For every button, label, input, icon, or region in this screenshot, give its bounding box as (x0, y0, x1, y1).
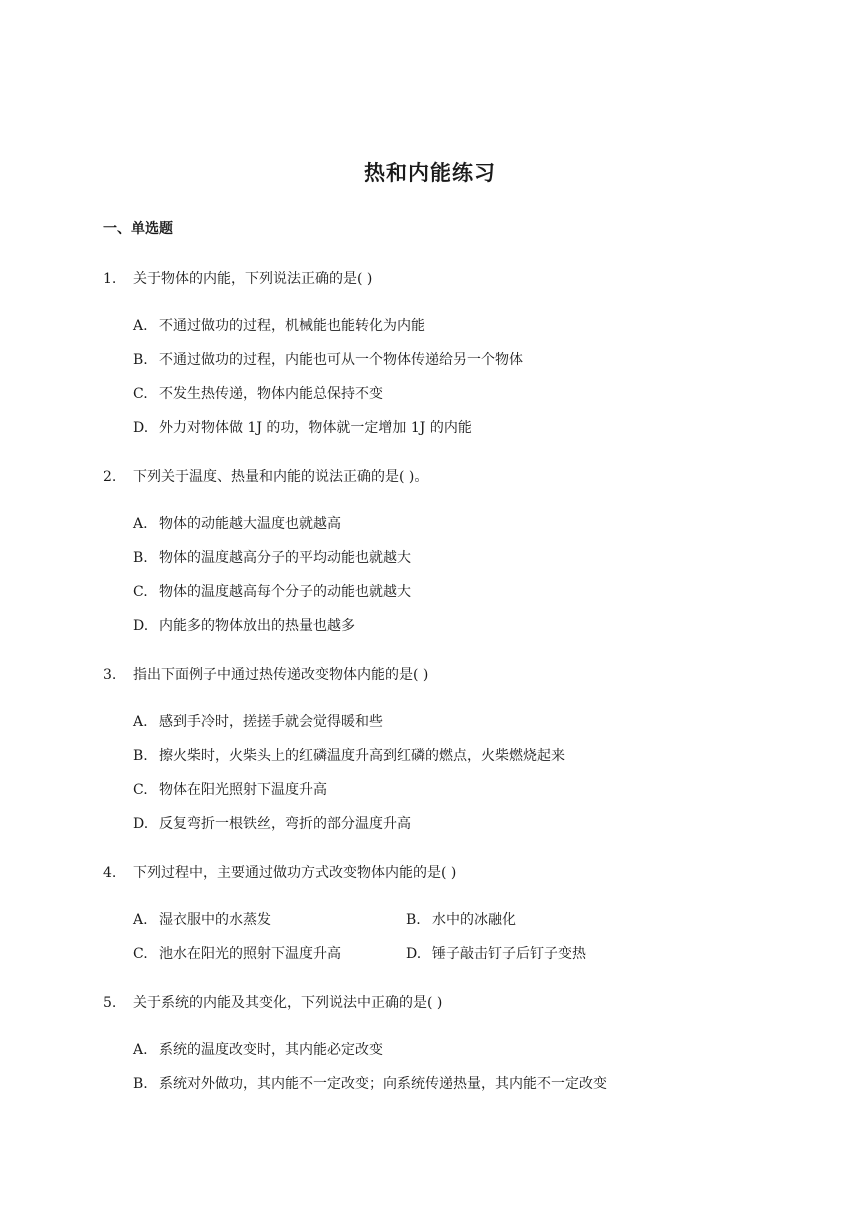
option-4b (406, 909, 516, 929)
option-letter: D. (133, 618, 149, 634)
option-3d (133, 813, 411, 833)
option-5a (133, 1039, 383, 1059)
option-letter: D. (133, 420, 149, 436)
question-number: 3. (103, 667, 117, 683)
option-text: 锤子敲击钉子后钉子变热 (432, 946, 586, 962)
option-text: 物体的动能越大温度也就越高 (159, 516, 341, 532)
option-text: 物体的温度越高分子的平均动能也就越大 (159, 550, 411, 566)
option-letter: A. (133, 714, 148, 730)
question-number: 1. (103, 271, 117, 287)
option-text: 物体在阳光照射下温度升高 (159, 782, 327, 798)
option-text: 物体的温度越高每个分子的动能也就越大 (159, 584, 411, 600)
option-text: 系统的温度改变时，其内能必定改变 (159, 1042, 383, 1058)
question-stem: 下列关于温度、热量和内能的说法正确的是( )。 (133, 469, 429, 485)
option-letter: B. (133, 550, 148, 566)
option-text: 不通过做功的过程，内能也可从一个物体传递给另一个物体 (159, 352, 523, 368)
option-3b (133, 745, 565, 765)
option-1d (133, 417, 472, 437)
option-text: 感到手冷时，搓搓手就会觉得暖和些 (159, 714, 383, 730)
option-1a (133, 315, 425, 335)
option-text: 擦火柴时，火柴头上的红磷温度升高到红磷的燃点，火柴燃烧起来 (159, 748, 565, 764)
option-letter: D. (406, 946, 422, 962)
option-1b (133, 349, 523, 369)
option-letter: C. (133, 946, 148, 962)
option-letter: A. (133, 516, 148, 532)
option-text: 系统对外做功，其内能不一定改变；向系统传递热量，其内能不一定改变 (159, 1076, 607, 1092)
option-letter: C. (133, 386, 148, 402)
option-text: 反复弯折一根铁丝，弯折的部分温度升高 (159, 816, 411, 832)
option-text: 湿衣服中的水蒸发 (159, 912, 271, 928)
option-text: 水中的冰融化 (432, 912, 516, 928)
question-number: 2. (103, 469, 117, 485)
option-letter: A. (133, 912, 148, 928)
question-stem: 关于物体的内能，下列说法正确的是( ) (133, 271, 373, 287)
option-text: 外力对物体做 1J 的功，物体就一定增加 1J 的内能 (159, 420, 472, 436)
option-4a (133, 909, 271, 929)
option-letter: A. (133, 318, 148, 334)
option-letter: C. (133, 584, 148, 600)
option-letter: A. (133, 1042, 148, 1058)
option-2b (133, 547, 411, 567)
question-2 (103, 466, 428, 486)
question-stem: 下列过程中，主要通过做功方式改变物体内能的是( ) (133, 865, 457, 881)
option-text: 不通过做功的过程，机械能也能转化为内能 (159, 318, 425, 334)
option-text: 内能多的物体放出的热量也越多 (159, 618, 355, 634)
option-2c (133, 581, 411, 601)
option-4c (133, 943, 341, 963)
question-stem: 关于系统的内能及其变化，下列说法中正确的是( ) (133, 995, 443, 1011)
option-4d (406, 943, 586, 963)
option-3a (133, 711, 383, 731)
option-text: 不发生热传递，物体内能总保持不变 (159, 386, 383, 402)
question-number: 4. (103, 865, 117, 881)
question-3 (103, 664, 428, 684)
option-text: 池水在阳光的照射下温度升高 (159, 946, 341, 962)
question-5 (103, 992, 442, 1012)
option-letter: B. (133, 748, 148, 764)
question-4 (103, 862, 456, 882)
option-letter: C. (133, 782, 148, 798)
option-2a (133, 513, 341, 533)
section-heading: 一、单选题 (103, 221, 173, 237)
option-letter: B. (133, 1076, 148, 1092)
option-letter: D. (133, 816, 149, 832)
question-1 (103, 268, 372, 288)
option-1c (133, 383, 383, 403)
question-stem: 指出下面例子中通过热传递改变物体内能的是( ) (133, 667, 429, 683)
page-title: 热和内能练习 (364, 161, 496, 185)
option-2d (133, 615, 355, 635)
option-letter: B. (133, 352, 148, 368)
option-3c (133, 779, 327, 799)
option-letter: B. (406, 912, 421, 928)
question-number: 5. (103, 995, 117, 1011)
option-5b (133, 1073, 607, 1093)
